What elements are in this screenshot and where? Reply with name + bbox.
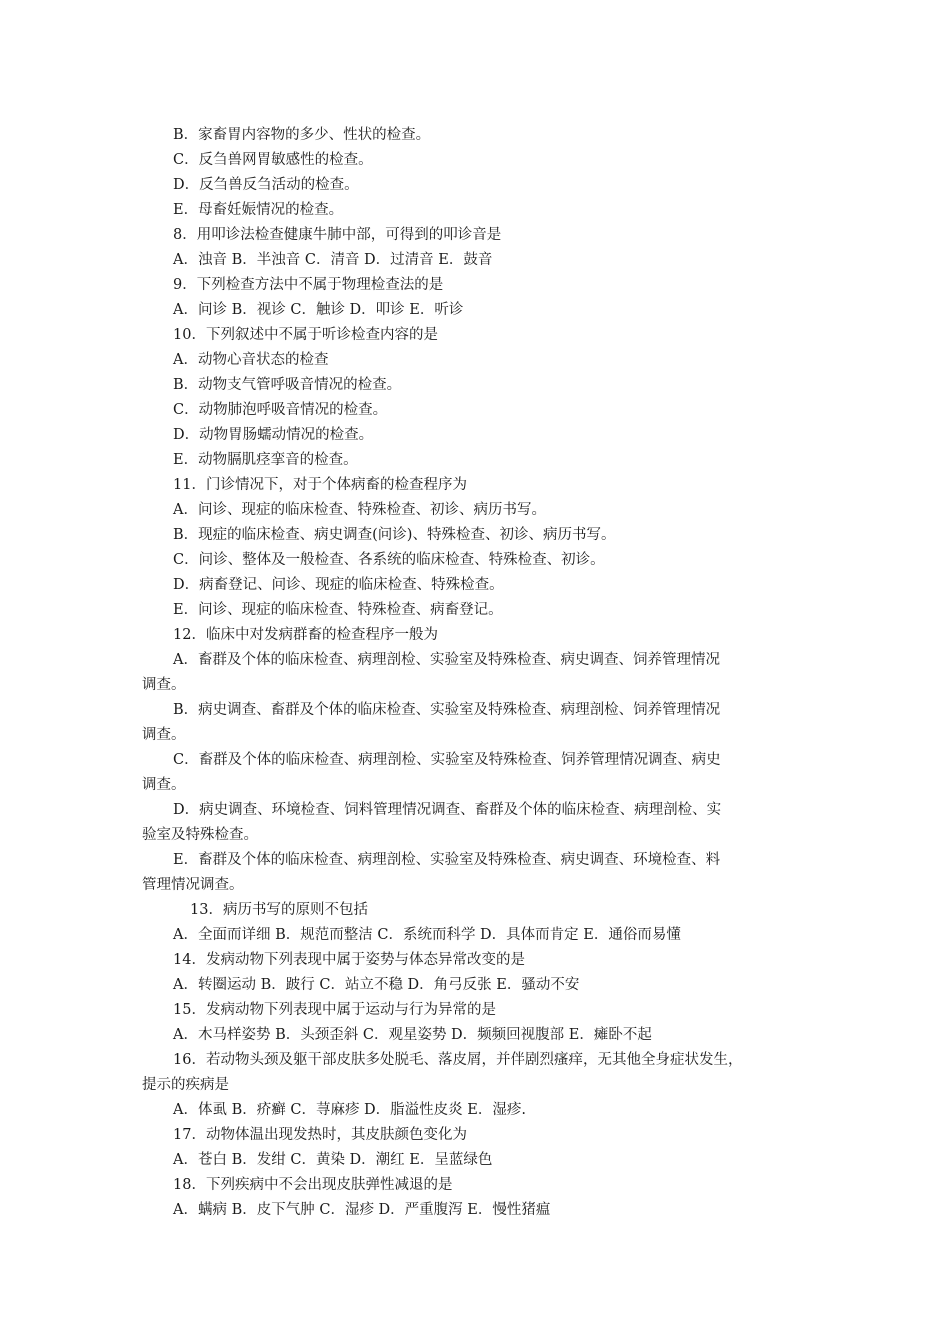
text-line: 调查。: [142, 677, 186, 693]
text-line: B．病史调查、畜群及个体的临床检查、实验室及特殊检查、病理剖检、饲养管理情况: [173, 702, 721, 718]
text-line: 调查。: [142, 727, 186, 743]
text-line: 调查。: [142, 777, 186, 793]
text-line: A．问诊、现症的临床检查、特殊检查、初诊、病历书写。: [173, 502, 546, 518]
text-line: 14．发病动物下列表现中属于姿势与体态异常改变的是: [173, 952, 525, 968]
text-line: B．动物支气管呼吸音情况的检查。: [173, 377, 402, 393]
text-line: 15．发病动物下列表现中属于运动与行为异常的是: [173, 1002, 496, 1018]
text-line: D．病史调查、环境检查、饲料管理情况调查、畜群及个体的临床检查、病理剖检、实: [173, 802, 722, 818]
text-line: A．木马样姿势 B．头颈歪斜 C．观星姿势 D．频频回视腹部 E．瘫卧不起: [173, 1027, 652, 1043]
text-line: A．螨病 B．皮下气肿 C．湿疹 D．严重腹泻 E．慢性猪瘟: [173, 1202, 551, 1218]
text-line: 18．下列疾病中不会出现皮肤弹性减退的是: [173, 1177, 453, 1193]
text-line: 验室及特殊检查。: [142, 827, 258, 843]
text-line: A．动物心音状态的检查: [173, 352, 329, 368]
text-line: D．病畜登记、问诊、现症的临床检查、特殊检查。: [173, 577, 504, 593]
text-line: E．畜群及个体的临床检查、病理剖检、实验室及特殊检查、病史调查、环境检查、料: [173, 852, 721, 868]
text-line: D．动物胃肠蠕动情况的检查。: [173, 427, 374, 443]
text-line: 11．门诊情况下，对于个体病畜的检查程序为: [173, 477, 467, 493]
text-line: 13．病历书写的原则不包括: [190, 902, 368, 918]
document-body: [142, 123, 822, 1223]
text-line: B．家畜胃内容物的多少、性状的检查。: [173, 127, 431, 143]
text-line: 12．临床中对发病群畜的检查程序一般为: [173, 627, 438, 643]
text-line: A．全面而详细 B．规范而整洁 C．系统而科学 D．具体而肯定 E．通俗而易懂: [173, 927, 681, 943]
text-line: 9．下列检查方法中不属于物理检查法的是: [173, 277, 444, 293]
text-line: B．现症的临床检查、病史调查(问诊)、特殊检查、初诊、病历书写。: [173, 527, 616, 543]
text-line: 16．若动物头颈及躯干部皮肤多处脱毛、落皮屑，并伴剧烈瘙痒，无其他全身症状发生，: [173, 1052, 743, 1068]
text-line: 提示的疾病是: [142, 1077, 229, 1093]
text-line: A．苍白 B．发绀 C．黄染 D．潮红 E．呈蓝绿色: [173, 1152, 493, 1168]
text-line: E．母畜妊娠情况的检查。: [173, 202, 344, 218]
text-line: A．问诊 B．视诊 C．触诊 D．叩诊 E．听诊: [173, 302, 464, 318]
text-line: A．转圈运动 B．跛行 C．站立不稳 D．角弓反张 E．骚动不安: [173, 977, 580, 993]
text-line: A．体虱 B．疥癣 C．荨麻疹 D．脂溢性皮炎 E．湿疹.: [173, 1102, 526, 1118]
text-line: A．浊音 B．半浊音 C．清音 D．过清音 E．鼓音: [173, 252, 493, 268]
text-line: C．问诊、整体及一般检查、各系统的临床检查、特殊检查、初诊。: [173, 552, 605, 568]
text-line: 管理情况调查。: [142, 877, 244, 893]
text-line: 17．动物体温出现发热时，其皮肤颜色变化为: [173, 1127, 467, 1143]
text-line: A．畜群及个体的临床检查、病理剖检、实验室及特殊检查、病史调查、饲养管理情况: [173, 652, 720, 668]
text-line: C．畜群及个体的临床检查、病理剖检、实验室及特殊检查、饲养管理情况调查、病史: [173, 752, 721, 768]
text-line: 8．用叩诊法检查健康牛肺中部，可得到的叩诊音是: [173, 227, 502, 243]
text-line: D．反刍兽反刍活动的检查。: [173, 177, 359, 193]
text-line: E．问诊、现症的临床检查、特殊检查、病畜登记。: [173, 602, 503, 618]
text-line: C．动物肺泡呼吸音情况的检查。: [173, 402, 388, 418]
text-line: C．反刍兽网胃敏感性的检查。: [173, 152, 373, 168]
text-line: 10．下列叙述中不属于听诊检查内容的是: [173, 327, 438, 343]
text-line: E．动物膈肌痉挛音的检查。: [173, 452, 358, 468]
